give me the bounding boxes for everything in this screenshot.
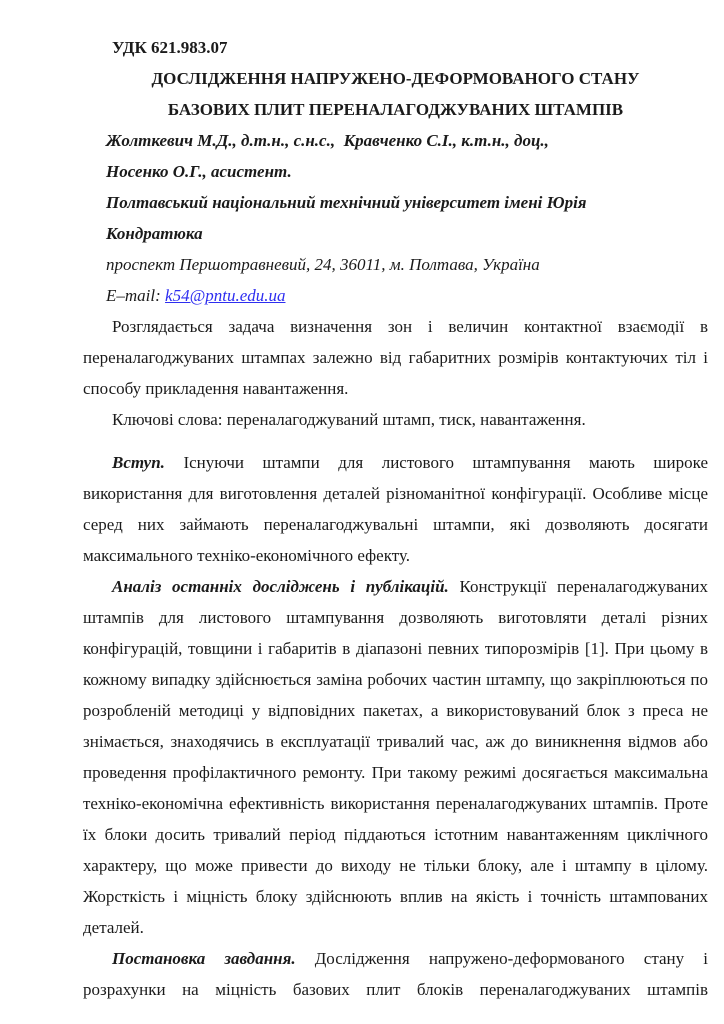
article-title-line2: БАЗОВИХ ПЛИТ ПЕРЕНАЛАГОДЖУВАНИХ ШТАМПІВ — [167, 100, 624, 119]
authors-line-2: Носенко О.Г., асистент. — [106, 162, 292, 181]
section-intro-text: Існуючи штампи для листового штампування мають широке використання для виготовлення деталей різноманітної конфігурації. Особливе місце серед них займають переналагоджувальні штампи, які дозволяють досягати максимального техніко-економічного ефекту. — [83, 453, 708, 565]
section-analysis-text: Конструкції переналагоджуваних штампів для листового штампування дозволяють виготовляти деталі різних конфігурацій, товщини і габаритів в діапазоні певних типорозмірів [1]. При цьому в кожному випадку здійснюється заміна робочих частин штампу, що закріплюються по розробленій методиці у відповідних пакетах, а використовуваний блок з преса не знімається, знаходячись в експлуатації тривалий час, аж до виникнення відмов або проведення профілактичного ремонту. При такому режимі досягається максимальна техніко-економічна ефективність використання переналагоджуваних штампів. Проте їх блоки досить тривалий період піддаються істотним навантаженням циклічного характеру, що може привести до виходу не тільки блоку, але і штампу в цілому. Жорсткість і міцність блоку здійснюють вплив на якість і точність штампованих деталей. — [83, 577, 708, 937]
section-problem-text: Дослідження напружено-деформованого стану і розрахунки на міцність базових плит блоків переналагоджуваних штампів — [83, 949, 708, 999]
section-analysis-lead: Аналіз останніх досліджень і публікацій. — [112, 577, 449, 596]
article-title-line1: ДОСЛІДЖЕННЯ НАПРУЖЕНО-ДЕФОРМОВАНОГО СТАНУ — [151, 69, 640, 88]
udc-number: УДК 621.983.07 — [112, 38, 228, 57]
section-problem — [83, 943, 708, 1005]
email-label: E–mail: — [106, 286, 166, 305]
email-line — [106, 280, 708, 311]
section-intro — [83, 447, 708, 571]
email-link[interactable]: k54@pntu.edu.ua — [165, 286, 286, 305]
section-analysis — [83, 571, 708, 943]
section-intro-lead: Вступ. — [112, 453, 165, 472]
section-problem-lead: Постановка завдання. — [112, 949, 296, 968]
authors-block — [106, 125, 708, 311]
authors-line-1: Жолткевич М.Д., д.т.н., с.н.с., Кравченко С.І., к.т.н., доц., — [106, 131, 549, 150]
keywords-line: Ключові слова: переналагоджуваний штамп, тиск, навантаження. — [112, 410, 586, 429]
address-line: проспект Першотравневий, 24, 36011, м. Полтава, Україна — [106, 255, 540, 274]
affiliation-line-1: Полтавський національний технічний університет імені Юрія — [106, 193, 587, 212]
affiliation-line-2: Кондратюка — [106, 224, 203, 243]
abstract-paragraph: Розглядається задача визначення зон і величин контактної взаємодії в переналагоджуваних штампах залежно від габаритних розмірів контактуючих тіл і способу прикладення навантаження. — [83, 317, 708, 398]
